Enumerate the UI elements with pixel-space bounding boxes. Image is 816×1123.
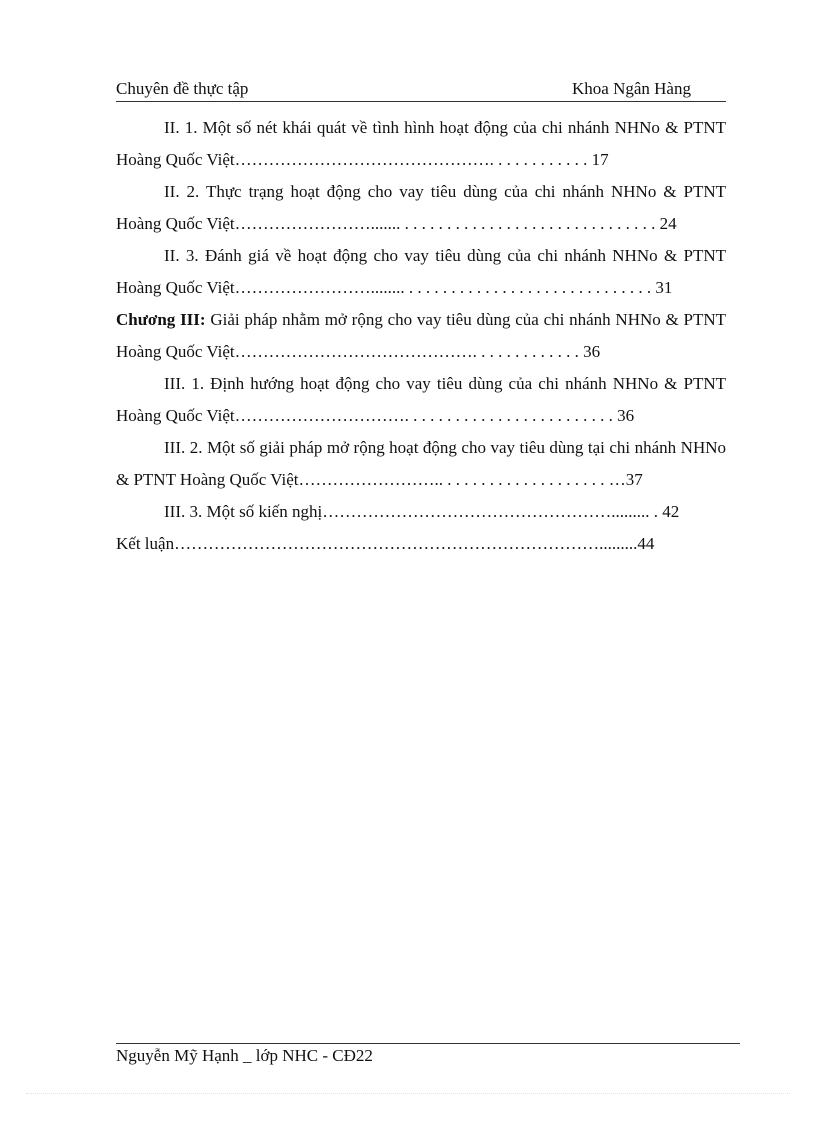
- toc-entry-text: III. 3. Một số kiến nghị: [164, 502, 323, 521]
- toc-page-number: 37: [625, 470, 643, 489]
- header-divider: [116, 101, 726, 102]
- toc-entry-text: II. 3. Đánh giá về hoạt động cho vay tiêu dùng của chi nhánh NHNo & PTNT Hoàng Quốc Việt: [116, 246, 726, 297]
- toc-entry-text: II. 1. Một số nét khái quát về tình hình hoạt động của chi nhánh NHNo & PTNT Hoàng Quốc Việt: [116, 118, 726, 169]
- toc-entry-iii-2: [116, 432, 726, 496]
- toc-dot-leader: ……………………………………. . . . . . . . . . . . .: [234, 342, 579, 361]
- toc-page-number: 36: [617, 406, 635, 425]
- toc-entry-text: II. 2. Thực trạng hoạt động cho vay tiêu dùng của chi nhánh NHNo & PTNT Hoàng Quốc Việt: [116, 182, 726, 233]
- toc-entry-ii-3: [116, 240, 726, 304]
- toc-page-number: 17: [591, 150, 609, 169]
- toc-page-number: 24: [659, 214, 677, 233]
- toc-entry-ii-1: [116, 112, 726, 176]
- page-header: [116, 78, 724, 100]
- toc-dot-leader: ………………………………………. . . . . . . . . . . .: [234, 150, 588, 169]
- page-bottom-edge: [26, 1093, 790, 1094]
- header-faculty: Khoa Ngân Hàng: [572, 79, 691, 98]
- toc-dot-leader: ………………………………………………………………….........: [174, 534, 638, 553]
- toc-dot-leader: …………………….. . . . . . . . . . . . . . . . . . . . …: [298, 470, 626, 489]
- toc-entry-text: Giải pháp nhằm mở rộng cho vay tiêu dùng của chi nhánh NHNo & PTNT Hoàng Quốc Việt: [116, 310, 727, 361]
- toc-entry-text: III. 2. Một số giải pháp mở rộng hoạt động cho vay tiêu dùng tại chi nhánh NHNo & PTNT Hoàng Quốc Việt: [116, 438, 726, 489]
- toc-page-number: 44: [637, 534, 655, 553]
- toc-dot-leader: ……………………....... . . . . . . . . . . . . . . . . . . . . . . . . . . . . . .: [234, 214, 656, 233]
- toc-dot-leader: …………………………. . . . . . . . . . . . . . . . . . . . . . . . .: [234, 406, 613, 425]
- footer-divider: [116, 1043, 740, 1044]
- header-course-title: Chuyên đề thực tập: [116, 79, 249, 98]
- page-footer: Nguyễn Mỹ Hạnh _ lớp NHC - CĐ22: [116, 1046, 373, 1065]
- table-of-contents: [116, 112, 726, 560]
- toc-entry-ii-2: [116, 176, 726, 240]
- toc-dot-leader: ……………………………………………......... .: [322, 502, 658, 521]
- toc-entry-text: III. 1. Định hướng hoạt động cho vay tiêu dùng của chi nhánh NHNo & PTNT Hoàng Quốc Việt: [116, 374, 726, 425]
- toc-entry-text: Kết luận: [116, 534, 175, 553]
- toc-dot-leader: ……………………........ . . . . . . . . . . . . . . . . . . . . . . . . . . . . .: [234, 278, 652, 297]
- toc-entry-chapter-iii: [116, 304, 726, 368]
- toc-page-number: 36: [583, 342, 601, 361]
- toc-page-number: 31: [655, 278, 673, 297]
- toc-page-number: 42: [662, 502, 680, 521]
- toc-entry-conclusion: [116, 528, 726, 560]
- toc-chapter-label: Chương III:: [116, 310, 206, 329]
- toc-entry-iii-1: [116, 368, 726, 432]
- toc-entry-iii-3: [116, 496, 726, 528]
